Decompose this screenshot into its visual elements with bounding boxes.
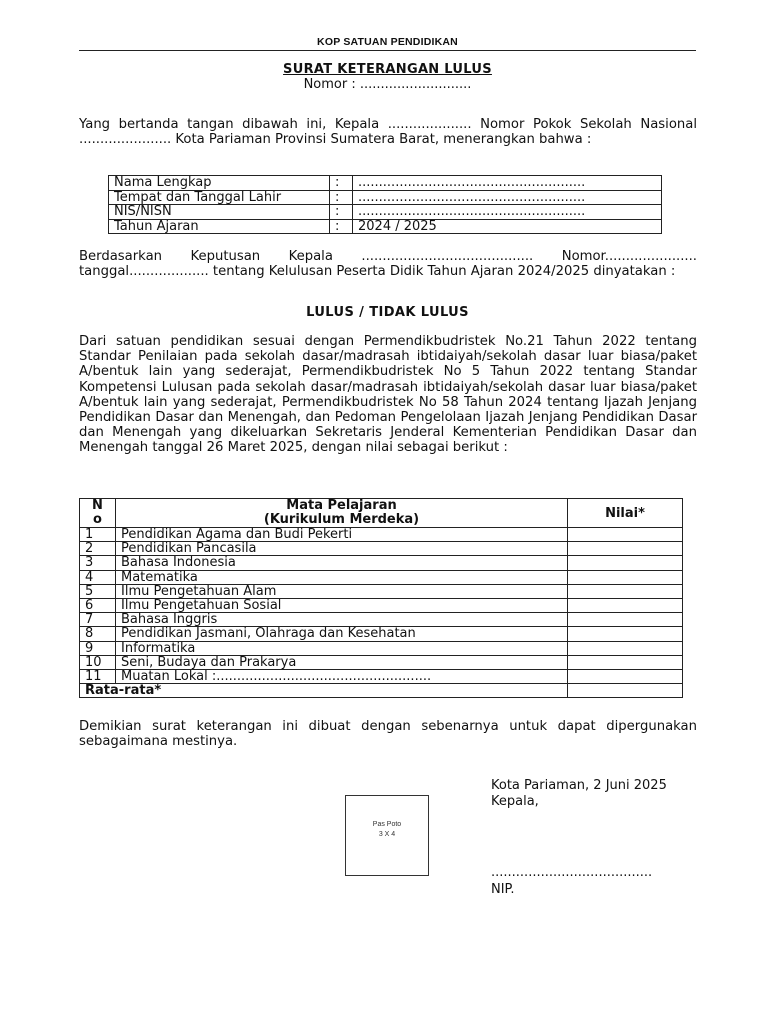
place-date: Kota Pariaman, 2 Juni 2025 xyxy=(491,778,667,793)
grade-row xyxy=(80,556,683,570)
grade-row xyxy=(80,655,683,669)
photo-label: Pas Poto xyxy=(372,821,402,828)
grades-table xyxy=(79,498,683,698)
grade-subject: Informatika xyxy=(116,641,568,655)
photo-placeholder xyxy=(345,795,429,876)
identity-row xyxy=(109,176,662,191)
header-subject xyxy=(116,499,568,528)
average-score-cell xyxy=(568,684,683,698)
identity-row xyxy=(109,219,662,234)
decision-paragraph: Berdasarkan Keputusan Kepala ......................................... Nomor...................... tanggal................... tentang Kelulusan Peserta Didik Tahun Ajaran 2024/2025 dinyatakan : xyxy=(79,249,697,280)
graduation-result: LULUS / TIDAK LULUS xyxy=(306,305,469,320)
header-no xyxy=(80,499,116,528)
grade-no: 4 xyxy=(80,570,116,584)
grade-score-cell xyxy=(568,556,683,570)
grade-subject: Pendidikan Pancasila xyxy=(116,542,568,556)
grade-score-cell xyxy=(568,570,683,584)
grade-row xyxy=(80,669,683,683)
signature-block-top xyxy=(491,778,667,810)
average-row xyxy=(80,684,683,698)
identity-label: Tahun Ajaran xyxy=(109,219,330,234)
identity-label: NIS/NISN xyxy=(109,205,330,220)
grade-row xyxy=(80,598,683,612)
identity-value: 2024 / 2025 xyxy=(353,219,662,234)
document-number: Nomor : ........................... xyxy=(303,77,472,92)
identity-label: Nama Lengkap xyxy=(109,176,330,191)
grade-subject: Bahasa Inggris xyxy=(116,613,568,627)
grade-row xyxy=(80,613,683,627)
grade-subject: Ilmu Pengetahuan Alam xyxy=(116,584,568,598)
grade-score-cell xyxy=(568,613,683,627)
grade-row xyxy=(80,641,683,655)
average-label: Rata-rata* xyxy=(80,684,568,698)
grade-no: 8 xyxy=(80,627,116,641)
grade-score-cell xyxy=(568,598,683,612)
identity-label: Tempat dan Tanggal Lahir xyxy=(109,190,330,205)
grade-score-cell xyxy=(568,584,683,598)
legal-basis-paragraph: Dari satuan pendidikan sesuai dengan Permendikbudristek No.21 Tahun 2022 tentang Standar Penilaian pada sekolah dasar/madrasah ibtidaiyah/sekolah dasar luar biasa/paket A/bentuk lain yang sederajat, Permendikbudristek No 5 Tahun 2022 tentang Standar Kompetensi Lulusan pada sekolah dasar/madrasah ibtidaiyah/sekolah dasar luar biasa/paket A/bentuk lain yang sederajat, Permendikbudristek No 58 Tahun 2024 tentang Ijazah Jenjang Pendidikan Dasar dan Menengah, dan Pedoman Pengelolaan Ijazah Jenjang Pendidikan Dasar dan Menengah yang dikeluarkan Sekretaris Jenderal Kementerian Pendidikan Dasar dan Menengah tanggal 26 Maret 2025, dengan nilai sebagai berikut : xyxy=(79,334,697,456)
grade-no: 2 xyxy=(80,542,116,556)
document-title: SURAT KETERANGAN LULUS xyxy=(283,62,492,77)
identity-separator: : xyxy=(330,176,353,191)
grade-score-cell xyxy=(568,669,683,683)
header-score: Nilai* xyxy=(568,499,683,528)
photo-size: 3 X 4 xyxy=(378,831,396,838)
grade-row xyxy=(80,542,683,556)
grade-subject: Bahasa Indonesia xyxy=(116,556,568,570)
identity-row xyxy=(109,190,662,205)
signer-nip: NIP. xyxy=(491,882,515,897)
grade-score-cell xyxy=(568,641,683,655)
identity-separator: : xyxy=(330,219,353,234)
grade-no: 11 xyxy=(80,669,116,683)
grade-no: 10 xyxy=(80,655,116,669)
grade-score-cell xyxy=(568,655,683,669)
grade-row xyxy=(80,584,683,598)
grade-no: 3 xyxy=(80,556,116,570)
grade-subject: Muatan Lokal :.................................................... xyxy=(116,669,568,683)
grade-subject: Ilmu Pengetahuan Sosial xyxy=(116,598,568,612)
grade-no: 7 xyxy=(80,613,116,627)
grade-row xyxy=(80,627,683,641)
grades-header-row xyxy=(80,499,683,528)
grade-subject: Pendidikan Agama dan Budi Pekerti xyxy=(116,528,568,542)
signer-name-line: ....................................... xyxy=(491,865,653,880)
grade-row xyxy=(80,570,683,584)
grade-subject: Pendidikan Jasmani, Olahraga dan Kesehatan xyxy=(116,627,568,641)
identity-value: ....................................................... xyxy=(353,176,662,191)
grade-score-cell xyxy=(568,542,683,556)
letterhead-placeholder: KOP SATUAN PENDIDIKAN xyxy=(317,36,458,48)
grade-no: 9 xyxy=(80,641,116,655)
intro-paragraph: Yang bertanda tangan dibawah ini, Kepala .................... Nomor Pokok Sekolah Nasional ...................... Kota Pariaman Provinsi Sumatera Barat, menerangkan bahwa : xyxy=(79,117,697,148)
grade-no: 5 xyxy=(80,584,116,598)
closing-paragraph: Demikian surat keterangan ini dibuat dengan sebenarnya untuk dapat dipergunakan sebagaimana mestinya. xyxy=(79,719,697,750)
grade-score-cell xyxy=(568,627,683,641)
identity-value: ....................................................... xyxy=(353,205,662,220)
identity-row xyxy=(109,205,662,220)
header-subject-line1: Mata Pelajaran xyxy=(286,498,397,513)
signature-block-bottom xyxy=(491,864,652,898)
identity-table xyxy=(108,175,662,234)
header-no-line1: N xyxy=(92,498,103,513)
header-no-line2: o xyxy=(93,512,102,527)
header-subject-line2: (Kurikulum Merdeka) xyxy=(263,512,420,527)
grade-row xyxy=(80,528,683,542)
identity-value: ....................................................... xyxy=(353,190,662,205)
identity-separator: : xyxy=(330,190,353,205)
signer-role: Kepala, xyxy=(491,794,539,809)
grade-score-cell xyxy=(568,528,683,542)
letterhead-divider xyxy=(79,50,696,51)
grade-subject: Seni, Budaya dan Prakarya xyxy=(116,655,568,669)
grade-no: 1 xyxy=(80,528,116,542)
grade-subject: Matematika xyxy=(116,570,568,584)
identity-separator: : xyxy=(330,205,353,220)
grade-no: 6 xyxy=(80,598,116,612)
